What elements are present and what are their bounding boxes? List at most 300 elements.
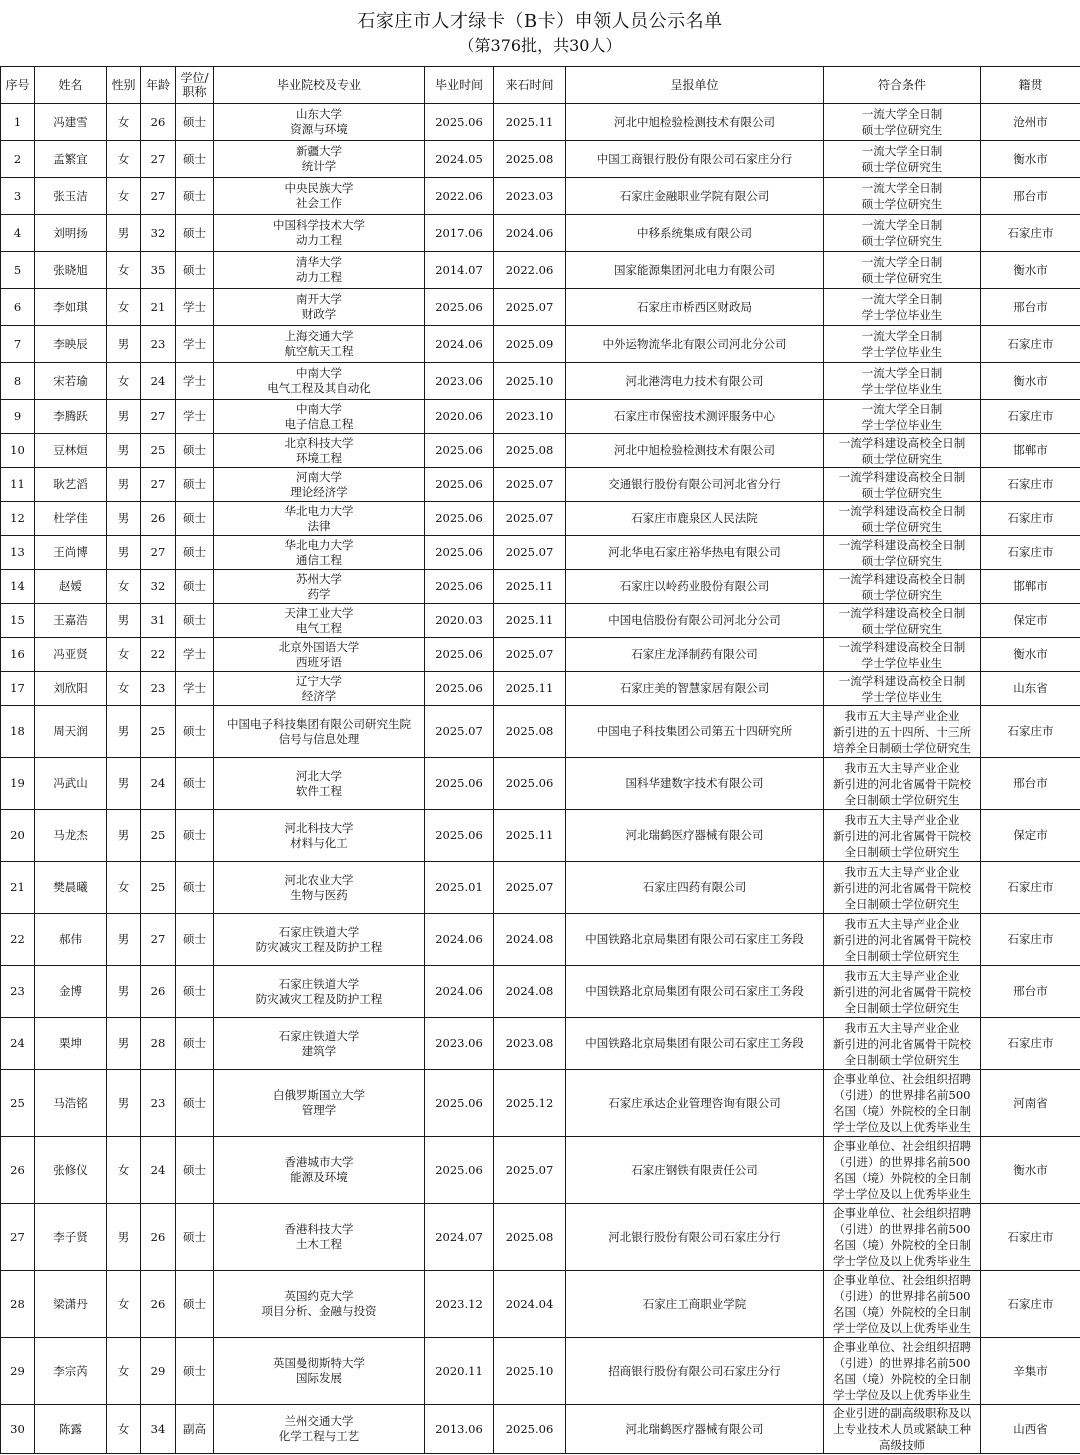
cell-gender: 女 [107,638,141,672]
cell-school [214,862,425,914]
cell-unit: 石家庄市桥西区财政局 [566,289,824,326]
cell-school [214,570,425,604]
cell-school-line: 河北大学 [296,768,342,783]
cell-school-line: 电气工程 [296,620,342,635]
cell-condition-line: 我市五大主导产业企业 [844,1020,960,1035]
cell-age: 25 [141,706,176,758]
cell-condition-line: 一流大学全日制 [861,181,943,195]
cell-index: 21 [1,862,35,914]
header-school: 毕业院校及专业 [214,67,425,104]
cell-school [214,536,425,570]
cell-gender: 男 [107,326,141,363]
cell-condition-line: 一流学科建设高校全日制 [838,605,966,620]
cell-degree: 硕士 [176,215,214,252]
cell-origin: 邯郸市 [981,570,1080,604]
cell-name: 李如琪 [35,289,107,326]
cell-condition-line: 名国（境）外院校的全日制 [833,1104,971,1118]
cell-gender: 男 [107,1018,141,1070]
cell-gender: 男 [107,758,141,810]
table-row [1,810,1080,862]
cell-grad-date: 2025.06 [425,468,494,502]
cell-arrival-date: 2024.04 [494,1271,566,1338]
cell-name: 张玉洁 [35,178,107,215]
cell-school [214,758,425,810]
cell-origin: 保定市 [981,604,1080,638]
cell-condition-line: 一流大学全日制 [861,292,943,306]
cell-index: 3 [1,178,35,215]
cell-condition-line: 新引进的五十四所、十三所 [833,724,971,739]
cell-gender: 女 [107,1137,141,1204]
table-row [1,1137,1080,1204]
cell-grad-date: 2024.06 [425,966,494,1018]
cell-school-line: 电气工程及其自动化 [267,381,371,395]
cell-unit: 石家庄金融职业学院有限公司 [566,178,824,215]
cell-name: 郝伟 [35,914,107,966]
table-row [1,536,1080,570]
cell-arrival-date: 2025.07 [494,536,566,570]
cell-gender: 男 [107,215,141,252]
cell-arrival-date: 2025.10 [494,363,566,400]
cell-gender: 女 [107,1405,141,1454]
cell-age: 25 [141,810,176,862]
cell-school-line: 石家庄铁道大学 [278,1028,360,1043]
cell-degree: 硕士 [176,104,214,141]
cell-condition-line: 全日制硕士学位研究生 [844,844,960,859]
cell-arrival-date: 2025.07 [494,862,566,914]
cell-school [214,706,425,758]
cell-unit: 中国铁路北京局集团有限公司石家庄工务段 [566,1018,824,1070]
cell-school-line: 航空航天工程 [284,344,354,358]
cell-index: 27 [1,1204,35,1271]
cell-condition-line: 学士学位及以上优秀毕业生 [833,1254,971,1268]
cell-gender: 女 [107,252,141,289]
cell-condition-line: 学士学位及以上优秀毕业生 [833,1388,971,1402]
cell-origin: 辛集市 [981,1338,1080,1405]
cell-degree: 硕士 [176,1338,214,1405]
cell-condition-line: 全日制硕士学位研究生 [844,1000,960,1015]
cell-gender: 女 [107,289,141,326]
cell-condition-line: 一流学科建设高校全日制 [838,469,966,484]
cell-condition-line: 名国（境）外院校的全日制 [833,1372,971,1386]
cell-age: 25 [141,862,176,914]
cell-arrival-date: 2025.08 [494,141,566,178]
table-header-row [1,67,1080,104]
cell-unit: 中国工商银行股份有限公司石家庄分行 [566,141,824,178]
cell-unit: 河北瑞鹤医疗器械有限公司 [566,810,824,862]
cell-condition-line: 培养全日制硕士学位研究生 [833,740,971,755]
cell-school [214,104,425,141]
cell-condition-line: 硕士学位研究生 [861,485,943,500]
cell-school-line: 生物与医药 [290,887,348,902]
cell-school-line: 山东大学 [296,107,342,121]
cell-age: 23 [141,672,176,706]
cell-gender: 男 [107,1070,141,1137]
cell-degree: 硕士 [176,570,214,604]
table-row [1,400,1080,434]
cell-gender: 男 [107,502,141,536]
cell-school [214,400,425,434]
cell-arrival-date: 2024.08 [494,914,566,966]
cell-arrival-date: 2025.07 [494,638,566,672]
cell-degree: 硕士 [176,1271,214,1338]
cell-grad-date: 2025.06 [425,1070,494,1137]
cell-condition-line: 硕士学位研究生 [861,621,943,636]
cell-condition-line: 我市五大主导产业企业 [844,968,960,983]
cell-gender: 男 [107,604,141,638]
cell-gender: 男 [107,1204,141,1271]
header-degree-line: 职称 [182,85,207,99]
table-row [1,1405,1080,1454]
cell-arrival-date: 2023.08 [494,1018,566,1070]
cell-unit: 中外运物流华北有限公司河北分公司 [566,326,824,363]
cell-condition-line: 硕士学位研究生 [861,160,943,174]
cell-origin: 石家庄市 [981,400,1080,434]
cell-unit: 中国电子科技集团公司第五十四研究所 [566,706,824,758]
cell-school-line: 石家庄铁道大学 [278,924,360,939]
cell-grad-date: 2025.06 [425,502,494,536]
cell-unit: 中国电信股份有限公司河北分公司 [566,604,824,638]
cell-name: 杜学佳 [35,502,107,536]
cell-origin: 山西省 [981,1405,1080,1454]
cell-condition-line: （引进）的世界排名前500 [833,1088,971,1102]
cell-name: 周天润 [35,706,107,758]
cell-condition-line: 学士学位毕业生 [861,308,943,322]
cell-degree: 学士 [176,400,214,434]
cell-grad-date: 2023.06 [425,363,494,400]
cell-gender: 女 [107,1271,141,1338]
cell-arrival-date: 2025.10 [494,1338,566,1405]
cell-degree: 硕士 [176,862,214,914]
cell-school-line: 新疆大学 [296,144,342,158]
cell-condition-line: 硕士学位研究生 [861,519,943,534]
cell-grad-date: 2025.06 [425,104,494,141]
cell-condition-line: 学士学位及以上优秀毕业生 [833,1187,971,1201]
cell-condition-line: 全日制硕士学位研究生 [844,896,960,911]
cell-degree: 硕士 [176,468,214,502]
cell-condition-line: 一流大学全日制 [861,255,943,269]
cell-name: 张修仪 [35,1137,107,1204]
cell-unit: 河北华电石家庄裕华热电有限公司 [566,536,824,570]
cell-age: 21 [141,289,176,326]
cell-school [214,141,425,178]
cell-degree: 硕士 [176,604,214,638]
cell-index: 7 [1,326,35,363]
cell-degree: 硕士 [176,810,214,862]
table-row [1,1204,1080,1271]
cell-school-line: 能源及环境 [290,1170,348,1184]
cell-gender: 女 [107,363,141,400]
cell-age: 34 [141,1405,176,1454]
cell-school-line: 苏州大学 [296,571,342,586]
cell-degree: 副高 [176,1405,214,1454]
cell-index: 23 [1,966,35,1018]
cell-unit: 石家庄承达企业管理咨询有限公司 [566,1070,824,1137]
cell-gender: 男 [107,810,141,862]
page-subtitle: （第376批，共30人） [458,36,622,55]
table-row [1,434,1080,468]
cell-school-line: 环境工程 [296,450,342,465]
cell-school-line: 上海交通大学 [284,329,354,343]
cell-index: 24 [1,1018,35,1070]
cell-grad-date: 2023.06 [425,1018,494,1070]
cell-arrival-date: 2025.09 [494,326,566,363]
table-row [1,289,1080,326]
cell-gender: 男 [107,966,141,1018]
table-row [1,604,1080,638]
cell-arrival-date: 2025.11 [494,604,566,638]
cell-condition-line: 一流大学全日制 [861,218,943,232]
cell-arrival-date: 2025.06 [494,758,566,810]
cell-unit: 石家庄市鹿泉区人民法院 [566,502,824,536]
cell-condition-line: （引进）的世界排名前500 [833,1356,971,1370]
table-row [1,252,1080,289]
table-row [1,178,1080,215]
cell-index: 12 [1,502,35,536]
cell-unit: 中移系统集成有限公司 [566,215,824,252]
cell-grad-date: 2020.06 [425,400,494,434]
cell-condition-line: 硕士学位研究生 [861,451,943,466]
header-unit: 呈报单位 [566,67,824,104]
cell-school-line: 动力工程 [296,270,342,284]
cell-age: 25 [141,434,176,468]
cell-school-line: 香港城市大学 [284,1155,354,1169]
cell-condition-line: 硕士学位研究生 [861,197,943,211]
cell-condition [824,1018,981,1070]
cell-condition [824,1271,981,1338]
cell-school-line: 药学 [307,586,331,601]
cell-school-line: 防灾减灾工程及防护工程 [255,991,383,1006]
cell-origin: 衡水市 [981,1137,1080,1204]
cell-arrival-date: 2024.08 [494,966,566,1018]
cell-origin: 邯郸市 [981,434,1080,468]
cell-index: 10 [1,434,35,468]
cell-unit: 中国铁路北京局集团有限公司石家庄工务段 [566,966,824,1018]
cell-condition-line: 一流学科建设高校全日制 [838,537,966,552]
cell-grad-date: 2025.06 [425,289,494,326]
cell-origin: 石家庄市 [981,536,1080,570]
cell-name: 李子贤 [35,1204,107,1271]
cell-origin: 邢台市 [981,289,1080,326]
cell-school-line: 北京科技大学 [284,435,354,450]
cell-school-line: 电子信息工程 [284,416,354,431]
cell-grad-date: 2024.06 [425,914,494,966]
cell-index: 29 [1,1338,35,1405]
cell-grad-date: 2025.06 [425,758,494,810]
cell-condition-line: 硕士学位研究生 [861,587,943,602]
cell-arrival-date: 2025.08 [494,706,566,758]
cell-condition [824,810,981,862]
cell-school-line: 资源与环境 [290,122,348,136]
cell-age: 27 [141,468,176,502]
cell-school-line: 通信工程 [296,552,342,567]
cell-unit: 石家庄工商职业学院 [566,1271,824,1338]
cell-gender: 女 [107,570,141,604]
cell-grad-date: 2025.06 [425,810,494,862]
cell-degree: 硕士 [176,758,214,810]
table-row [1,570,1080,604]
cell-condition-line: 我市五大主导产业企业 [844,864,960,879]
header-origin: 籍贯 [981,67,1080,104]
cell-gender: 男 [107,536,141,570]
cell-name: 梁潇丹 [35,1271,107,1338]
cell-grad-date: 2025.07 [425,706,494,758]
cell-condition-line: 企事业单位、社会组织招聘 [833,1206,971,1220]
cell-name: 樊晨曦 [35,862,107,914]
cell-gender: 女 [107,178,141,215]
cell-age: 24 [141,758,176,810]
cell-condition [824,604,981,638]
cell-index: 9 [1,400,35,434]
cell-school [214,1405,425,1454]
cell-condition [824,363,981,400]
table-row [1,1338,1080,1405]
cell-index: 16 [1,638,35,672]
cell-grad-date: 2024.07 [425,1204,494,1271]
cell-school-line: 兰州交通大学 [284,1414,354,1428]
cell-condition [824,400,981,434]
header-age: 年龄 [141,67,176,104]
cell-origin: 衡水市 [981,638,1080,672]
header-grad-date: 毕业时间 [425,67,494,104]
cell-origin: 邢台市 [981,178,1080,215]
cell-unit: 河北中旭检验检测技术有限公司 [566,104,824,141]
cell-grad-date: 2020.11 [425,1338,494,1405]
cell-degree: 硕士 [176,536,214,570]
cell-age: 26 [141,502,176,536]
cell-condition-line: 学士学位毕业生 [861,689,943,704]
table-row [1,1018,1080,1070]
cell-condition-line: 全日制硕士学位研究生 [844,792,960,807]
cell-origin: 石家庄市 [981,862,1080,914]
cell-school-line: 防灾减灾工程及防护工程 [255,939,383,954]
cell-age: 24 [141,1137,176,1204]
cell-school [214,1018,425,1070]
cell-condition-line: 学士学位毕业生 [861,345,943,359]
cell-condition [824,758,981,810]
cell-condition-line: 一流学科建设高校全日制 [838,673,966,688]
cell-school-line: 中国电子科技集团有限公司研究生院 [227,716,411,731]
cell-condition-line: （引进）的世界排名前500 [833,1155,971,1169]
cell-unit: 河北中旭检验检测技术有限公司 [566,434,824,468]
table-row [1,966,1080,1018]
cell-condition-line: 学士学位毕业生 [861,417,943,432]
cell-arrival-date: 2025.06 [494,1405,566,1454]
cell-grad-date: 2025.06 [425,1137,494,1204]
cell-condition-line: 我市五大主导产业企业 [844,916,960,931]
table-row [1,363,1080,400]
cell-index: 17 [1,672,35,706]
cell-age: 26 [141,966,176,1018]
cell-condition-line: 上专业技术人员或紧缺工种 [833,1422,971,1436]
cell-name: 刘欣阳 [35,672,107,706]
table-row [1,141,1080,178]
cell-school-line: 白俄罗斯国立大学 [273,1088,365,1102]
cell-unit: 石家庄以岭药业股份有限公司 [566,570,824,604]
cell-gender: 男 [107,468,141,502]
cell-school-line: 河北科技大学 [284,820,354,835]
cell-school [214,1070,425,1137]
cell-condition-line: 名国（境）外院校的全日制 [833,1305,971,1319]
cell-index: 1 [1,104,35,141]
cell-name: 王嘉浩 [35,604,107,638]
cell-name: 耿艺滔 [35,468,107,502]
cell-school-line: 中南大学 [296,401,342,416]
cell-condition-line: 我市五大主导产业企业 [844,812,960,827]
cell-unit: 国家能源集团河北电力有限公司 [566,252,824,289]
cell-origin: 石家庄市 [981,326,1080,363]
cell-gender: 女 [107,862,141,914]
cell-grad-date: 2017.06 [425,215,494,252]
roster-table [0,66,1080,1454]
cell-index: 20 [1,810,35,862]
cell-school-line: 软件工程 [296,783,342,798]
cell-degree: 硕士 [176,178,214,215]
cell-origin: 石家庄市 [981,914,1080,966]
cell-degree: 硕士 [176,1137,214,1204]
cell-index: 30 [1,1405,35,1454]
cell-school [214,215,425,252]
cell-condition [824,141,981,178]
cell-condition-line: 一流大学全日制 [861,107,943,121]
cell-condition-line: 名国（境）外院校的全日制 [833,1238,971,1252]
cell-index: 8 [1,363,35,400]
cell-age: 27 [141,178,176,215]
cell-condition-line: 学士学位毕业生 [861,655,943,670]
cell-degree: 硕士 [176,434,214,468]
cell-origin: 河南省 [981,1070,1080,1137]
cell-school-line: 中央民族大学 [284,181,354,195]
cell-condition [824,706,981,758]
cell-name: 赵嫒 [35,570,107,604]
cell-condition [824,468,981,502]
cell-school-line: 天津工业大学 [284,605,354,620]
cell-grad-date: 2024.05 [425,141,494,178]
cell-grad-date: 2025.06 [425,434,494,468]
cell-grad-date: 2013.06 [425,1405,494,1454]
cell-age: 29 [141,1338,176,1405]
cell-gender: 男 [107,706,141,758]
cell-grad-date: 2024.06 [425,326,494,363]
cell-unit: 国科华建数字技术有限公司 [566,758,824,810]
cell-condition [824,672,981,706]
cell-origin: 石家庄市 [981,706,1080,758]
cell-school-line: 建筑学 [301,1043,337,1058]
cell-age: 26 [141,1271,176,1338]
cell-school [214,468,425,502]
cell-school-line: 材料与化工 [290,835,348,850]
cell-school-line: 化学工程与工艺 [278,1429,360,1443]
header-index: 序号 [1,67,35,104]
cell-arrival-date: 2023.10 [494,400,566,434]
cell-condition-line: 新引进的河北省属骨干院校 [833,984,971,999]
cell-grad-date: 2023.12 [425,1271,494,1338]
cell-condition [824,862,981,914]
cell-unit: 交通银行股份有限公司河北省分行 [566,468,824,502]
cell-origin: 石家庄市 [981,215,1080,252]
cell-index: 18 [1,706,35,758]
cell-condition-line: 新引进的河北省属骨干院校 [833,776,971,791]
cell-index: 6 [1,289,35,326]
cell-condition [824,570,981,604]
cell-index: 13 [1,536,35,570]
header-arrival-date: 来石时间 [494,67,566,104]
cell-unit: 中国铁路北京局集团有限公司石家庄工务段 [566,914,824,966]
cell-grad-date: 2025.06 [425,536,494,570]
cell-index: 19 [1,758,35,810]
cell-condition-line: 企业引进的副高级职称及以 [833,1406,971,1420]
cell-school-line: 北京外国语大学 [278,639,360,654]
cell-school-line: 南开大学 [296,292,342,306]
